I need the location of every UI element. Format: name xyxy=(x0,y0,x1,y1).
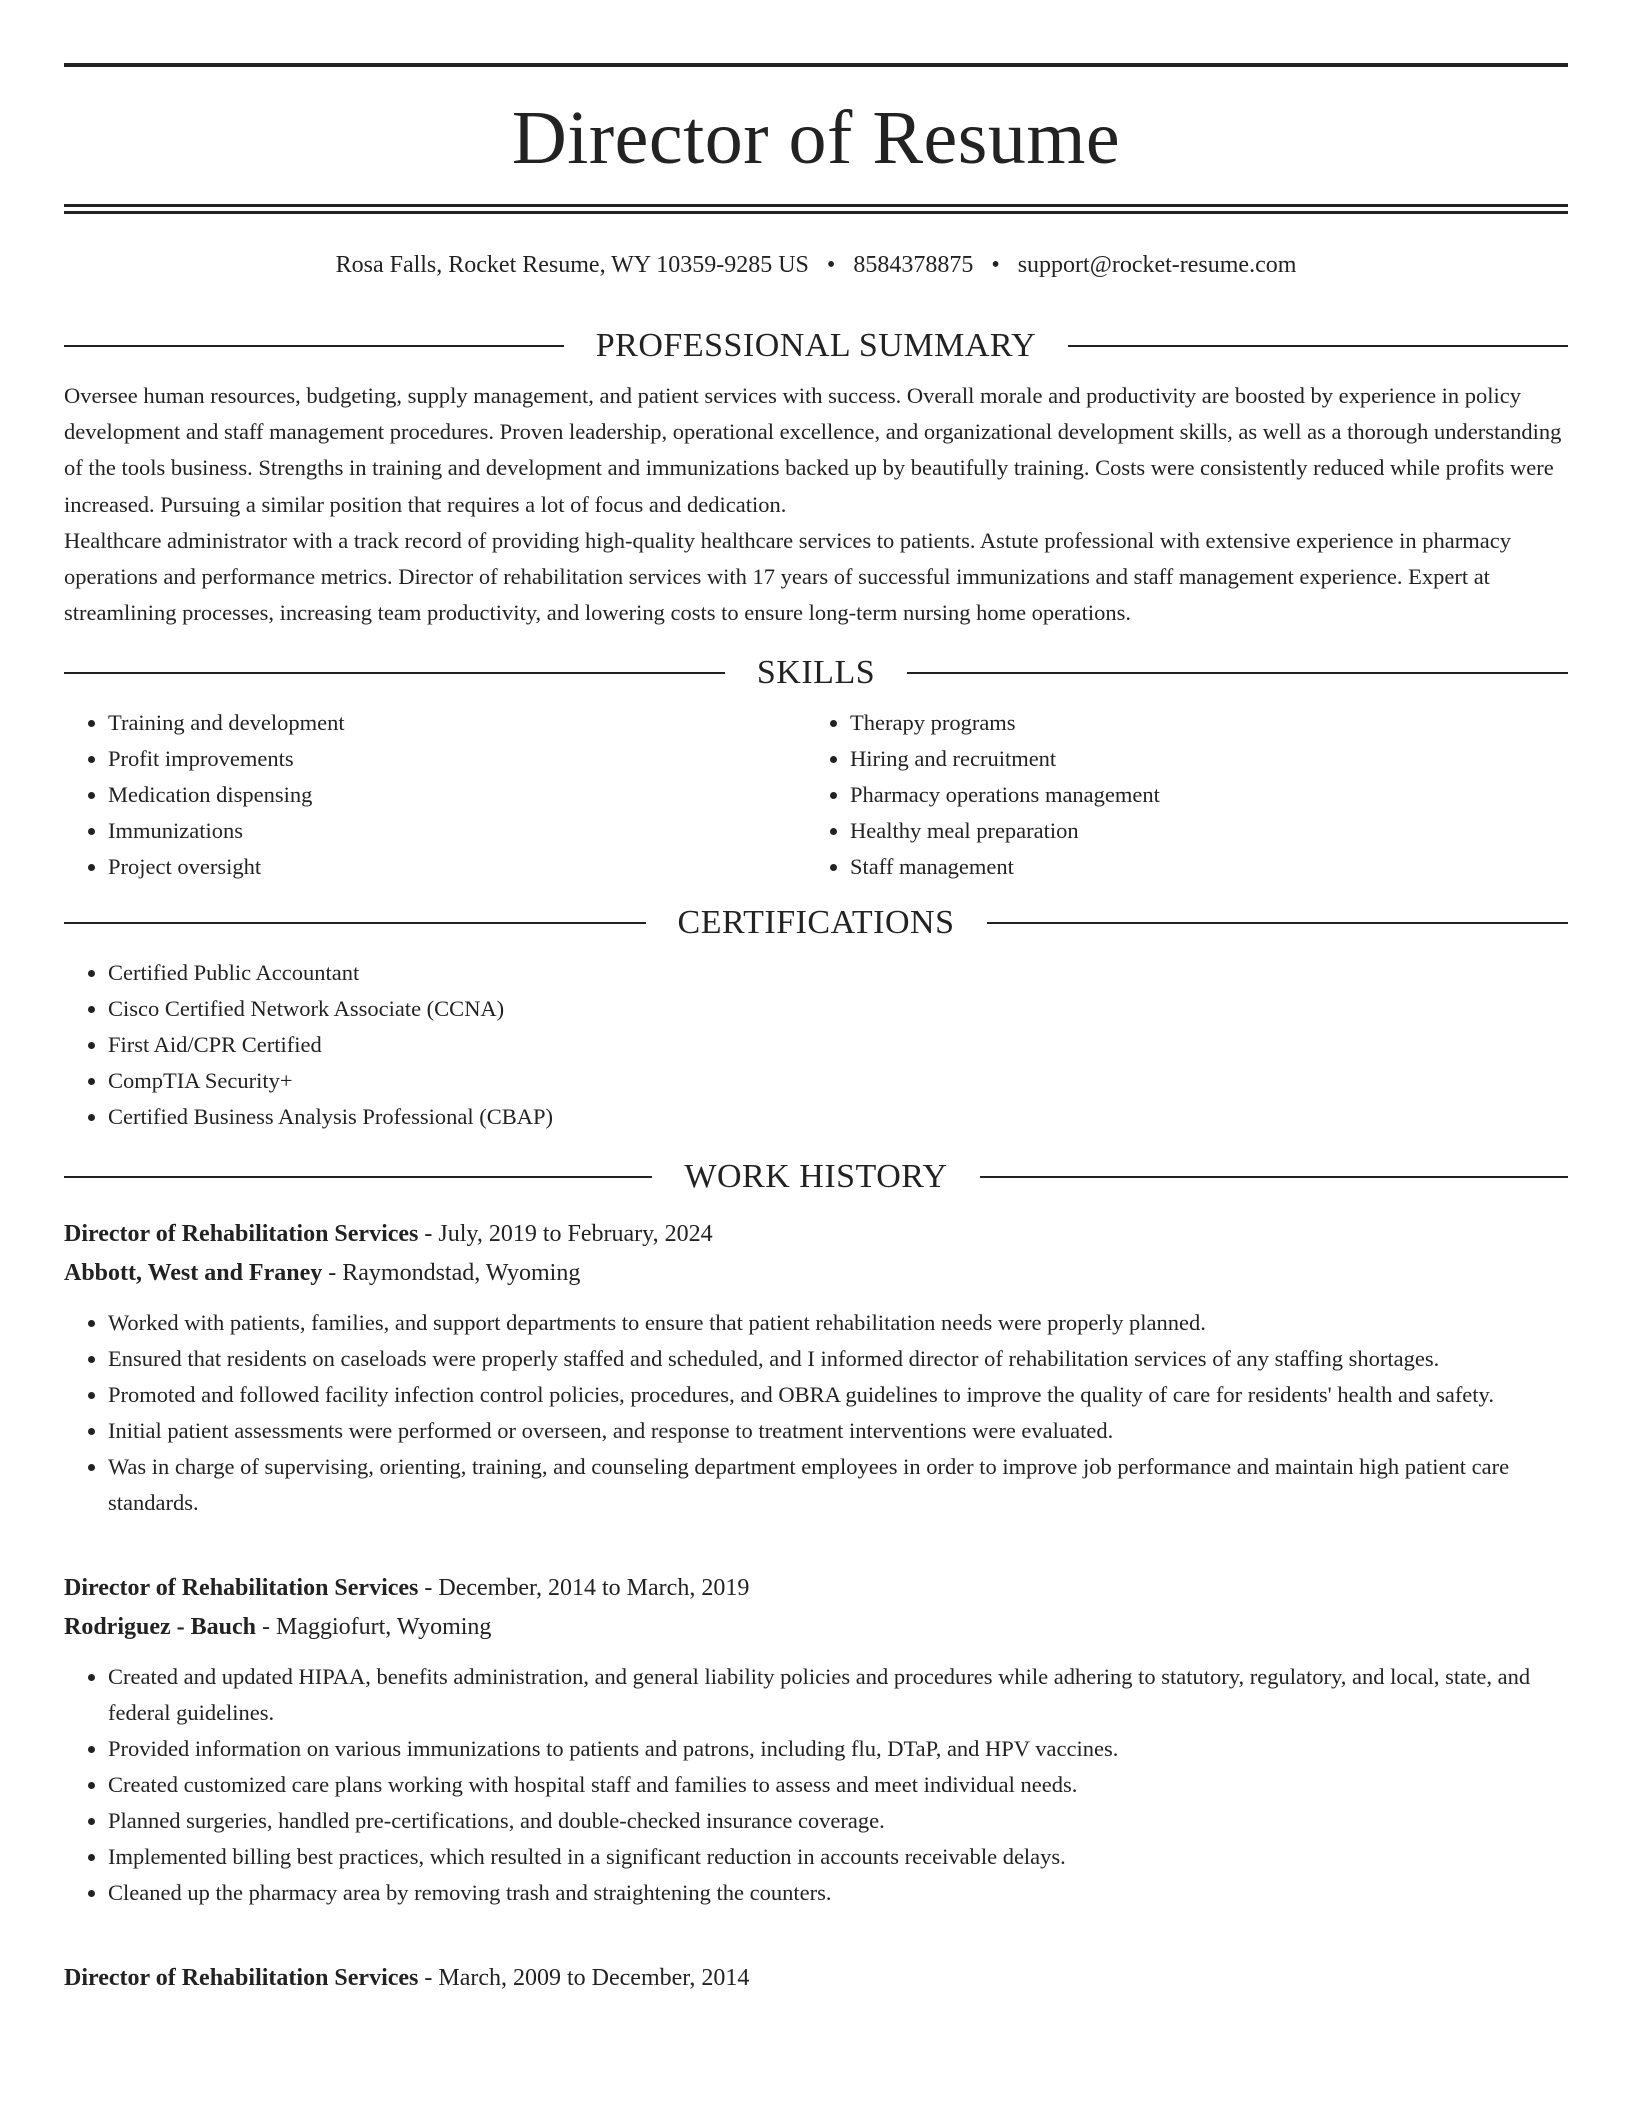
job-title-line xyxy=(64,1215,1568,1254)
heading-rule-left xyxy=(64,1176,652,1178)
summary-heading-row xyxy=(64,326,1568,366)
skill-item: • Profit improvements xyxy=(108,741,806,777)
job-title: Director of Rehabilitation Services xyxy=(64,1221,419,1248)
job-bullet: • Created customized care plans working with hospital staff and families to assess and meet individual needs. xyxy=(108,1767,1568,1803)
job-title: Director of Rehabilitation Services xyxy=(64,1575,419,1602)
job-bullets xyxy=(64,1305,1568,1521)
job-company-line xyxy=(64,1254,1568,1293)
work-heading: WORK HISTORY xyxy=(684,1158,948,1196)
certifications-heading-row xyxy=(64,903,1568,943)
skills-heading-row xyxy=(64,653,1568,693)
summary-text xyxy=(64,378,1568,631)
contact-separator: • xyxy=(991,252,1000,278)
job-title-line xyxy=(64,1569,1568,1608)
skill-item: • Medication dispensing xyxy=(108,777,806,813)
job-bullet: • Cleaned up the pharmacy area by removing trash and straightening the counters. xyxy=(108,1875,1568,1911)
job-entry xyxy=(64,1569,1568,1911)
summary-paragraph: Healthcare administrator with a track record of providing high-quality healthcare services to patients. Astute professional with extensive experience in pharmacy operations and performance metrics. Director of rehabilitation services with 17 years of successful immunizations and staff management experience. Expert at streamlining processes, increasing team productivity, and lowering costs to ensure long-term nursing home operations. xyxy=(64,527,1511,626)
heading-rule-left xyxy=(64,672,725,674)
skill-item: • Healthy meal preparation xyxy=(850,813,1548,849)
job-bullet: • Was in charge of supervising, orienting, training, and counseling department employees in order to improve job performance and maintain high patient care standards. xyxy=(108,1449,1568,1521)
contact-address: Rosa Falls, Rocket Resume, WY 10359-9285 US xyxy=(335,252,809,278)
certifications-heading: CERTIFICATIONS xyxy=(677,904,955,942)
heading-rule-right xyxy=(987,922,1569,924)
job-bullet: • Planned surgeries, handled pre-certifications, and double-checked insurance coverage. xyxy=(108,1803,1568,1839)
job-bullet: • Initial patient assessments were performed or overseen, and response to treatment interventions were evaluated. xyxy=(108,1413,1568,1449)
skill-item: • Hiring and recruitment xyxy=(850,741,1548,777)
skill-item: • Training and development xyxy=(108,705,806,741)
job-location: - Maggiofurt, Wyoming xyxy=(256,1614,492,1641)
job-title-line xyxy=(64,1959,1568,1998)
job-bullet: • Promoted and followed facility infection control policies, procedures, and OBRA guidelines to improve the quality of care for residents' health and safety. xyxy=(108,1377,1568,1413)
resume-page xyxy=(64,0,1568,1998)
contact-line xyxy=(64,250,1568,280)
job-location: - Raymondstad, Wyoming xyxy=(322,1260,581,1287)
skill-item: • Immunizations xyxy=(108,813,806,849)
job-bullets xyxy=(64,1659,1568,1911)
title-double-rule xyxy=(64,204,1568,214)
skills-column-left xyxy=(64,705,806,885)
job-entry xyxy=(64,1215,1568,1521)
job-bullet: • Implemented billing best practices, which resulted in a significant reduction in accounts receivable delays. xyxy=(108,1839,1568,1875)
resume-title: Director of Resume xyxy=(511,96,1121,180)
certification-item: • Certified Business Analysis Professional (CBAP) xyxy=(108,1099,1568,1135)
summary-heading: PROFESSIONAL SUMMARY xyxy=(595,327,1037,364)
heading-rule-right xyxy=(980,1176,1568,1178)
job-bullet: • Created and updated HIPAA, benefits administration, and general liability policies and procedures while adhering to statutory, regulatory, and local, state, and federal guidelines. xyxy=(108,1659,1568,1731)
heading-rule-left xyxy=(64,345,564,347)
certification-list xyxy=(64,955,1568,1135)
work-heading-row xyxy=(64,1157,1568,1197)
skill-item: • Pharmacy operations management xyxy=(850,777,1548,813)
skills-column-right xyxy=(806,705,1548,885)
contact-separator: • xyxy=(826,252,836,278)
certification-item: • CompTIA Security+ xyxy=(108,1063,1568,1099)
certification-item: • Cisco Certified Network Associate (CCNA) xyxy=(108,991,1568,1027)
job-bullet: • Provided information on various immunizations to patients and patrons, including flu, DTaP, and HPV vaccines. xyxy=(108,1731,1568,1767)
skills-grid xyxy=(64,705,1568,885)
certification-item: • Certified Public Accountant xyxy=(108,955,1568,991)
heading-rule-left xyxy=(64,922,646,924)
job-dates: - December, 2014 to March, 2019 xyxy=(418,1575,750,1602)
skills-heading: SKILLS xyxy=(756,654,876,692)
summary-paragraph: Oversee human resources, budgeting, supply management, and patient services with success. Overall morale and productivity are boosted by experience in policy development and staff management procedures. Proven leadership, operational excellence, and organizational development skills, as well as a thorough understanding of the tools business. Strengths in training and development and immunizations backed up by beautifully training. Costs were consistently reduced while profits were increased. Pursuing a similar position that requires a lot of focus and dedication. xyxy=(64,383,1562,517)
job-title: Director of Rehabilitation Services xyxy=(64,1965,419,1992)
job-entry xyxy=(64,1959,1568,1998)
contact-email: support@rocket-resume.com xyxy=(1017,252,1297,278)
job-company-line xyxy=(64,1608,1568,1647)
certification-item: • First Aid/CPR Certified xyxy=(108,1027,1568,1063)
top-rule xyxy=(64,63,1568,67)
job-dates: - March, 2009 to December, 2014 xyxy=(418,1965,750,1992)
contact-phone: 8584378875 xyxy=(853,252,974,278)
skill-item: • Project oversight xyxy=(108,849,806,885)
skill-item: • Therapy programs xyxy=(850,705,1548,741)
heading-rule-right xyxy=(1068,345,1568,347)
job-dates: - July, 2019 to February, 2024 xyxy=(418,1221,713,1248)
heading-rule-right xyxy=(907,672,1568,674)
job-company: Abbott, West and Franey xyxy=(64,1260,323,1287)
job-bullet: • Worked with patients, families, and support departments to ensure that patient rehabilitation needs were properly planned. xyxy=(108,1305,1568,1341)
job-company: Rodriguez - Bauch xyxy=(64,1614,256,1641)
job-bullet: • Ensured that residents on caseloads were properly staffed and scheduled, and I informed director of rehabilitation services of any staffing shortages. xyxy=(108,1341,1568,1377)
skill-item: • Staff management xyxy=(850,849,1548,885)
